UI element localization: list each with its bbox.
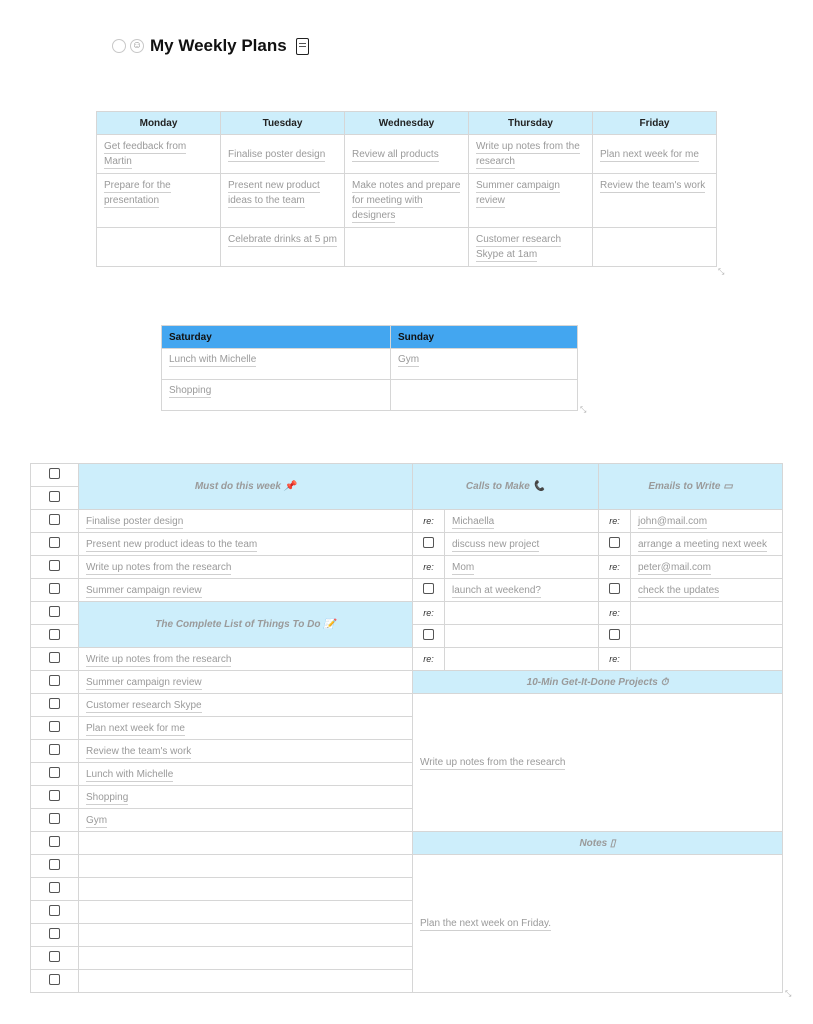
table-row xyxy=(162,380,578,411)
checkbox-cell xyxy=(31,786,79,809)
checkbox[interactable] xyxy=(49,951,60,962)
checkbox[interactable] xyxy=(49,836,60,847)
re-label: re: xyxy=(599,510,631,533)
table-row xyxy=(31,832,783,855)
day-header: Friday xyxy=(593,112,717,135)
checkbox-cell xyxy=(31,671,79,694)
table-row xyxy=(31,671,783,694)
table-cell[interactable]: Present new product ideas to the team xyxy=(221,174,345,228)
checkbox[interactable] xyxy=(49,721,60,732)
task-cell[interactable]: Summer campaign review xyxy=(79,671,413,694)
checkbox-cell xyxy=(31,625,79,648)
task-cell[interactable]: Lunch with Michelle xyxy=(79,763,413,786)
resize-handle-icon[interactable]: ⤡ xyxy=(718,267,725,276)
checkbox[interactable] xyxy=(49,790,60,801)
weekend-table xyxy=(161,325,578,411)
table-row xyxy=(31,648,783,671)
email-cell[interactable] xyxy=(631,602,783,625)
table-row xyxy=(97,135,717,174)
notes-header: Notes ▯ xyxy=(413,832,783,855)
table-row xyxy=(97,174,717,228)
email-cell[interactable] xyxy=(631,648,783,671)
table-cell[interactable]: Review all products xyxy=(345,135,469,174)
checkbox-cell xyxy=(31,947,79,970)
email-cell[interactable]: arrange a meeting next week xyxy=(631,533,783,556)
ten-min-header: 10-Min Get-It-Done Projects ⏱ xyxy=(413,671,783,694)
task-cell[interactable]: Customer research Skype xyxy=(79,694,413,717)
task-cell[interactable]: Shopping xyxy=(79,786,413,809)
call-cell[interactable] xyxy=(445,602,599,625)
task-cell[interactable] xyxy=(79,970,413,993)
task-cell[interactable]: Write up notes from the research xyxy=(79,648,413,671)
memo-icon: 📝 xyxy=(323,619,336,630)
call-cell[interactable]: launch at weekend? xyxy=(445,579,599,602)
weekend-header-row xyxy=(162,326,578,349)
table-cell[interactable]: Customer research Skype at 1am xyxy=(469,228,593,267)
checkbox[interactable] xyxy=(49,974,60,985)
day-header: Sunday xyxy=(391,326,578,349)
checkbox[interactable] xyxy=(49,813,60,824)
task-cell[interactable]: Present new product ideas to the team xyxy=(79,533,413,556)
checkbox-cell xyxy=(31,740,79,763)
resize-handle-icon[interactable]: ⤡ xyxy=(785,989,792,998)
table-row xyxy=(31,694,783,717)
checkbox[interactable] xyxy=(49,537,60,548)
checkbox[interactable] xyxy=(423,537,434,548)
ten-min-area[interactable]: Write up notes from the research xyxy=(413,694,783,832)
checkbox[interactable] xyxy=(609,629,620,640)
calls-header: Calls to Make 📞 xyxy=(413,464,599,510)
checkbox-cell xyxy=(413,579,445,602)
task-cell[interactable] xyxy=(79,855,413,878)
checkbox[interactable] xyxy=(49,491,60,502)
table-cell[interactable] xyxy=(97,228,221,267)
notes-area[interactable]: Plan the next week on Friday. xyxy=(413,855,783,993)
table-cell[interactable]: Gym xyxy=(391,349,578,380)
weekday-header-row xyxy=(97,112,717,135)
table-row xyxy=(31,556,783,579)
checkbox-cell xyxy=(31,533,79,556)
checkbox-cell xyxy=(31,602,79,625)
checkbox-cell xyxy=(31,510,79,533)
checkbox-cell xyxy=(31,717,79,740)
email-cell[interactable] xyxy=(631,625,783,648)
re-label: re: xyxy=(599,556,631,579)
checkbox-cell xyxy=(31,648,79,671)
checkbox[interactable] xyxy=(49,675,60,686)
task-cell[interactable]: Gym xyxy=(79,809,413,832)
table-cell[interactable]: Shopping xyxy=(162,380,391,411)
re-label: re: xyxy=(413,648,445,671)
task-cell[interactable] xyxy=(79,947,413,970)
re-label: re: xyxy=(599,602,631,625)
table-cell[interactable]: Finalise poster design xyxy=(221,135,345,174)
call-cell[interactable]: Mom xyxy=(445,556,599,579)
smiley-icon[interactable]: ☺ xyxy=(131,40,143,51)
checkbox[interactable] xyxy=(423,583,434,594)
checkbox[interactable] xyxy=(609,537,620,548)
checkbox-cell xyxy=(31,556,79,579)
table-cell[interactable]: Celebrate drinks at 5 pm xyxy=(221,228,345,267)
checkbox[interactable] xyxy=(609,583,620,594)
day-header: Wednesday xyxy=(345,112,469,135)
weekday-table xyxy=(96,111,717,267)
task-cell[interactable] xyxy=(79,901,413,924)
call-cell[interactable]: discuss new project xyxy=(445,533,599,556)
checkbox-cell xyxy=(31,855,79,878)
checkbox-cell xyxy=(413,625,445,648)
table-cell[interactable]: Get feedback from Martin xyxy=(97,135,221,174)
day-header: Monday xyxy=(97,112,221,135)
call-cell[interactable]: Michaella xyxy=(445,510,599,533)
checkbox-cell xyxy=(31,487,79,510)
phone-icon: 📞 xyxy=(532,481,546,492)
checkbox-cell xyxy=(413,533,445,556)
task-cell[interactable] xyxy=(79,878,413,901)
emails-header: Emails to Write ▭ xyxy=(599,464,783,510)
table-cell[interactable] xyxy=(593,228,717,267)
envelope-icon: ▭ xyxy=(723,481,733,492)
task-cell[interactable]: Write up notes from the research xyxy=(79,556,413,579)
call-cell[interactable] xyxy=(445,648,599,671)
checkbox[interactable] xyxy=(49,928,60,939)
call-cell[interactable] xyxy=(445,625,599,648)
day-header: Tuesday xyxy=(221,112,345,135)
checkbox-cell xyxy=(31,924,79,947)
email-cell[interactable]: john@mail.com xyxy=(631,510,783,533)
task-cell[interactable]: Finalise poster design xyxy=(79,510,413,533)
checkbox-cell xyxy=(31,464,79,487)
table-row xyxy=(31,533,783,556)
checkbox[interactable] xyxy=(49,905,60,916)
notebook-icon: ▯ xyxy=(610,837,616,849)
re-label: re: xyxy=(413,556,445,579)
table-row xyxy=(31,510,783,533)
checkbox-cell xyxy=(31,763,79,786)
page-header xyxy=(112,34,309,58)
checkbox-cell xyxy=(31,809,79,832)
document-icon xyxy=(296,38,309,55)
checkbox[interactable] xyxy=(49,859,60,870)
table-cell[interactable]: Make notes and prepare for meeting with designers xyxy=(345,174,469,228)
timer-icon: ⏱ xyxy=(660,676,669,688)
pushpin-icon: 📌 xyxy=(283,481,297,492)
task-cell[interactable]: Review the team's work xyxy=(79,740,413,763)
day-header: Thursday xyxy=(469,112,593,135)
page-title: My Weekly Plans xyxy=(150,36,287,55)
checkbox[interactable] xyxy=(49,744,60,755)
task-cell[interactable]: Plan next week for me xyxy=(79,717,413,740)
table-cell[interactable]: Write up notes from the research xyxy=(469,135,593,174)
checkbox-cell xyxy=(31,970,79,993)
table-cell[interactable]: Prepare for the presentation xyxy=(97,174,221,228)
checkbox[interactable] xyxy=(49,606,60,617)
task-cell[interactable] xyxy=(79,924,413,947)
resize-handle-icon[interactable]: ⤡ xyxy=(580,405,587,414)
checkbox[interactable] xyxy=(49,629,60,640)
table-row xyxy=(31,579,783,602)
email-cell[interactable]: peter@mail.com xyxy=(631,556,783,579)
planner-grid xyxy=(30,463,783,993)
checkbox-cell xyxy=(31,901,79,924)
re-label: re: xyxy=(413,510,445,533)
task-cell[interactable]: Summer campaign review xyxy=(79,579,413,602)
table-cell[interactable] xyxy=(345,228,469,267)
checkbox[interactable] xyxy=(49,767,60,778)
table-cell[interactable]: Summer campaign review xyxy=(469,174,593,228)
checkbox-cell xyxy=(31,832,79,855)
checkbox[interactable] xyxy=(49,882,60,893)
table-cell[interactable] xyxy=(391,380,578,411)
re-label: re: xyxy=(599,648,631,671)
checkbox-cell xyxy=(31,579,79,602)
checkbox-cell xyxy=(31,878,79,901)
checkbox-cell xyxy=(599,579,631,602)
task-cell[interactable] xyxy=(79,832,413,855)
table-row xyxy=(31,464,783,487)
checkbox-cell xyxy=(599,625,631,648)
day-header: Saturday xyxy=(162,326,391,349)
table-cell[interactable]: Plan next week for me xyxy=(593,135,717,174)
checkbox[interactable] xyxy=(49,652,60,663)
checkbox-cell xyxy=(599,533,631,556)
table-row xyxy=(97,228,717,267)
checkbox[interactable] xyxy=(49,560,60,571)
checkbox-cell xyxy=(31,694,79,717)
must-do-header: Must do this week 📌 xyxy=(79,464,413,510)
table-row xyxy=(31,602,783,625)
table-row xyxy=(162,349,578,380)
checkbox[interactable] xyxy=(49,698,60,709)
table-cell[interactable]: Lunch with Michelle xyxy=(162,349,391,380)
checkbox[interactable] xyxy=(49,468,60,479)
checkbox[interactable] xyxy=(49,583,60,594)
re-label: re: xyxy=(413,602,445,625)
checkbox[interactable] xyxy=(49,514,60,525)
complete-list-header: The Complete List of Things To Do 📝 xyxy=(79,602,413,648)
email-cell[interactable]: check the updates xyxy=(631,579,783,602)
table-cell[interactable]: Review the team's work xyxy=(593,174,717,228)
circle-icon[interactable] xyxy=(112,39,126,53)
table-row xyxy=(31,855,783,878)
checkbox[interactable] xyxy=(423,629,434,640)
